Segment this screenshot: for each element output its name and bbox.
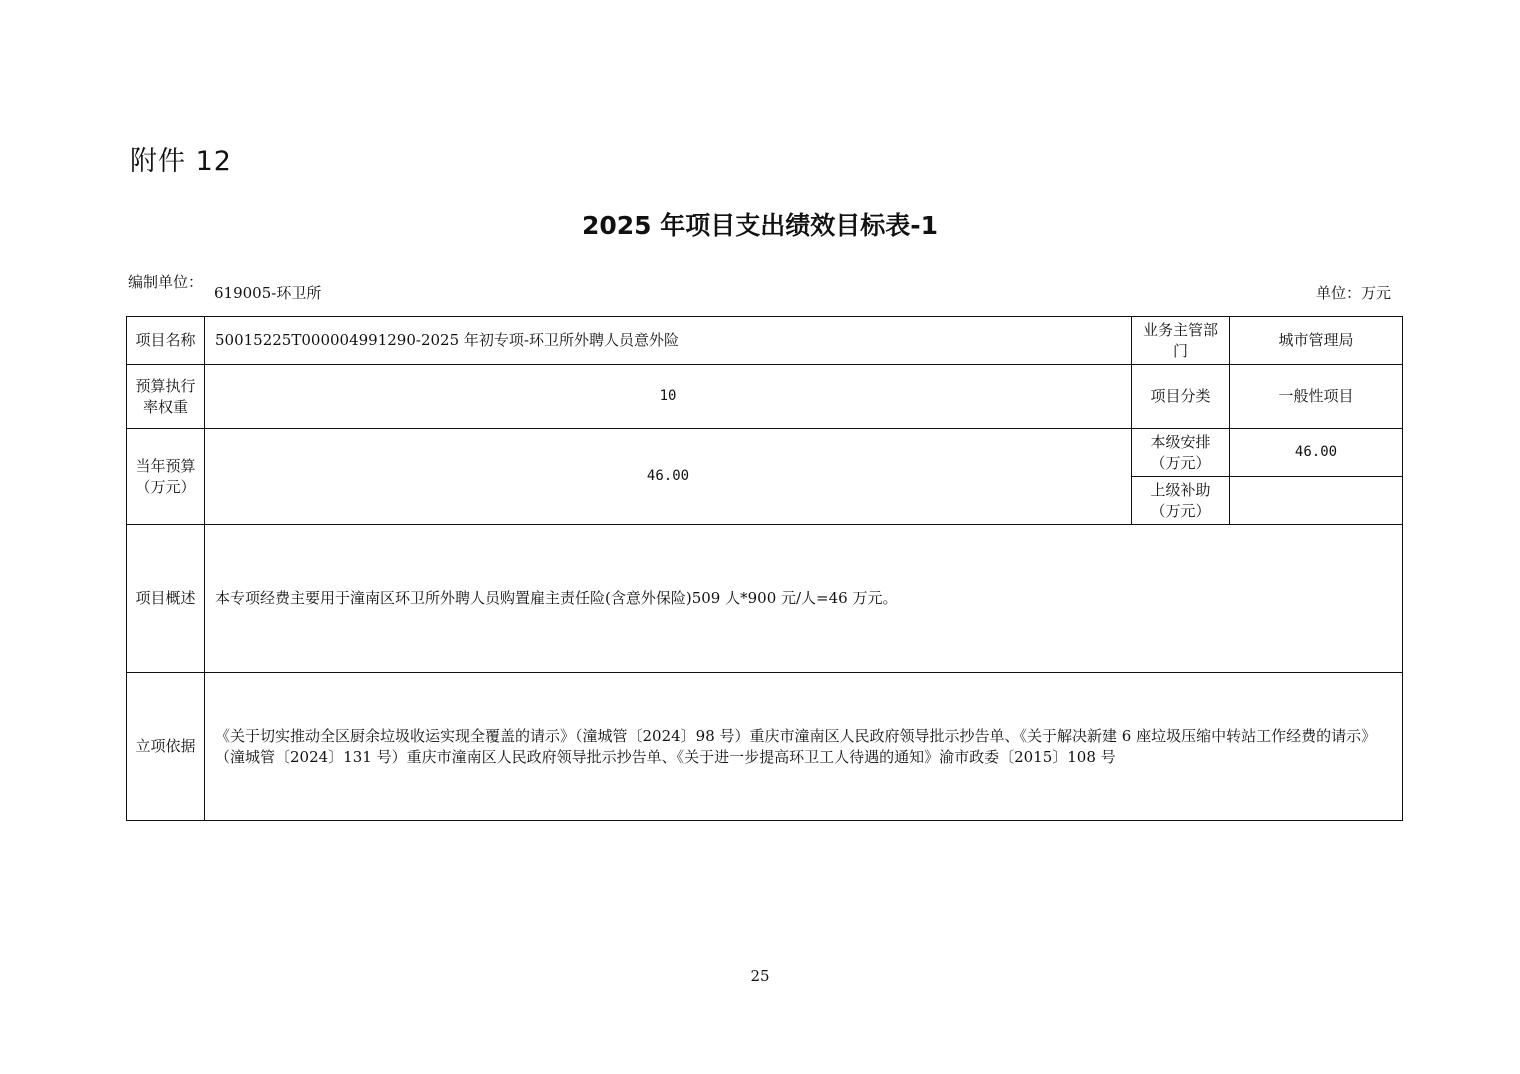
table-row — [127, 365, 1403, 429]
table-row — [127, 673, 1403, 821]
basis-value: 《关于切实推动全区厨余垃圾收运实现全覆盖的请示》（潼城管〔2024〕98 号）重庆市潼南区人民政府领导批示抄告单、《关于解决新建 6 座垃圾压缩中转站工作经费的请示》（潼城管〔2024〕131 号）重庆市潼南区人民政府领导批示抄告单、《关于进一步提高环卫工人待遇的通知》渝市政委〔2015〕108 号 — [205, 673, 1403, 821]
overview-label: 项目概述 — [127, 525, 205, 673]
page-number: 25 — [750, 967, 770, 985]
attachment-label: 附件 12 — [130, 146, 232, 177]
table-row — [127, 317, 1403, 365]
project-name-label: 项目名称 — [127, 317, 205, 365]
category-value: 一般性项目 — [1230, 365, 1403, 429]
weight-value: 10 — [205, 365, 1132, 429]
basis-label: 立项依据 — [127, 673, 205, 821]
compiling-unit-value: 619005-环卫所 — [214, 284, 322, 302]
local-arrangement-value: 46.00 — [1230, 429, 1403, 477]
overview-value: 本专项经费主要用于潼南区环卫所外聘人员购置雇主责任险(含意外保险)509 人*900 元/人=46 万元。 — [205, 525, 1403, 673]
table-row — [127, 525, 1403, 673]
upper-subsidy-label: 上级补助（万元） — [1132, 477, 1230, 525]
project-name-value: 50015225T000004991290-2025 年初专项-环卫所外聘人员意外险 — [205, 317, 1132, 365]
department-label: 业务主管部门 — [1132, 317, 1230, 365]
compiling-unit-label: 编制单位： — [127, 273, 203, 291]
budget-label: 当年预算（万元） — [127, 429, 205, 525]
budget-value: 46.00 — [205, 429, 1132, 525]
currency-unit-label: 单位：万元 — [1315, 284, 1391, 302]
upper-subsidy-value — [1230, 477, 1403, 525]
local-arrangement-label: 本级安排（万元） — [1132, 429, 1230, 477]
performance-target-table — [126, 316, 1403, 821]
category-label: 项目分类 — [1132, 365, 1230, 429]
table-row — [127, 429, 1403, 477]
document-title: 2025 年项目支出绩效目标表-1 — [581, 211, 939, 240]
department-value: 城市管理局 — [1230, 317, 1403, 365]
form-header — [127, 272, 1401, 316]
weight-label: 预算执行率权重 — [127, 365, 205, 429]
